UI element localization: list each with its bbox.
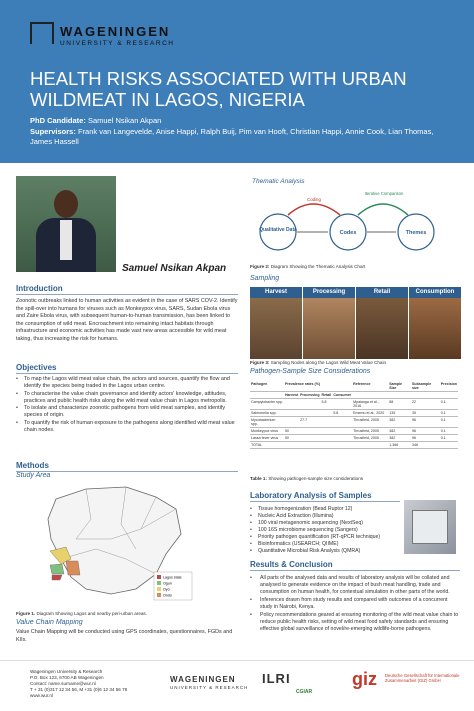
figure3-caption: Figure 3: Sampling Nodes along the Lagos Wild Meat Value Chain bbox=[250, 360, 387, 365]
logo-name: WAGENINGEN bbox=[60, 24, 171, 39]
person-name: Samuel Nsikan Akpan bbox=[122, 263, 227, 274]
cgiar-logo: CGIAR bbox=[296, 689, 313, 695]
objectives-list bbox=[16, 376, 238, 434]
poster-footer bbox=[0, 660, 474, 711]
contact-block: Wageningen University & Research P.O. Box 123, 6700 AB Wageningen Contact: name.surname@wur.nl T + 31 (0)317 12 34 56, M +31 (0)6 12 34 56 78 www.wur.nl bbox=[30, 669, 128, 698]
list-item: • To map the Lagos wild meat value chain, the actors and sources, quantify the flow and identify the species being traded in the Lagos urban centre. bbox=[16, 376, 238, 391]
ondo-region bbox=[66, 561, 80, 575]
list-item: • Inferences drawn from study results and compared with outcomes of a concurrent study in Nairobi, Kenya. bbox=[250, 597, 460, 611]
thematic-heading: Thematic Analysis bbox=[252, 178, 305, 185]
candidate-label: PhD Candidate: bbox=[30, 116, 86, 125]
list-item: • 100 viral metagenomic sequencing (NextSeq) bbox=[250, 520, 400, 527]
lab-equipment-image bbox=[404, 500, 456, 554]
methods-heading: Methods bbox=[16, 461, 49, 470]
divider bbox=[16, 373, 238, 374]
supervisors-line bbox=[30, 127, 450, 147]
wur-footer-sub: UNIVERSITY & RESEARCH bbox=[170, 685, 249, 690]
stage-consumption: Consumption bbox=[409, 287, 461, 359]
legend-lagos: Lagos state bbox=[163, 575, 182, 580]
list-item: • To characterise the value chain governance and identify actors' knowledge, attitudes, practices and public health risks along the wild meat value chain in Lagos metropolis. bbox=[16, 391, 238, 406]
wur-footer-logo: WAGENINGEN bbox=[170, 675, 236, 684]
table-row: Monkeypox virus 50 Thrusfield, 2005 382 96 0.1 bbox=[250, 428, 458, 435]
wur-logo-icon bbox=[30, 22, 54, 44]
legend-ondo: Ondo bbox=[163, 593, 172, 598]
table-row: Campylobacter spp. 5.8 Mpalanga et al., 2016 88 22 0.1 bbox=[250, 399, 458, 410]
legend-ogun: Ogun bbox=[163, 581, 172, 586]
ogun-region bbox=[50, 564, 64, 574]
arrow-label: Iterative Comparison bbox=[364, 191, 404, 196]
results-list bbox=[250, 575, 460, 634]
supervisors-names: Frank van Langevelde, Anise Happi, Ralph Buij, Pim van Hooft, Christian Happi, Annie Cook, Lian Thomas, James Hassell bbox=[30, 127, 434, 146]
candidate-line bbox=[30, 116, 161, 125]
node-label: Qualitative Data bbox=[259, 227, 297, 233]
table-row: Mycobacterium spp. 27.7 Thrusfield, 2005 382 96 0.1 bbox=[250, 417, 458, 428]
thematic-diagram bbox=[248, 175, 458, 263]
arrow-label: Coding bbox=[307, 197, 321, 202]
list-item: • Tissue homogenization (Bead Ruptor 12) bbox=[250, 506, 400, 513]
stage-processing: Processing bbox=[303, 287, 355, 359]
supervisors-label: Supervisors: bbox=[30, 127, 76, 136]
list-item: • Priority pathogen quantification (RT-qPCR technique) bbox=[250, 534, 400, 541]
nigeria-map bbox=[16, 479, 196, 604]
results-heading: Results & Conclusion bbox=[250, 560, 333, 569]
compare-arrow bbox=[358, 204, 408, 215]
intro-heading: Introduction bbox=[16, 284, 63, 293]
node-label: Themes bbox=[405, 230, 427, 236]
lab-heading: Laboratory Analysis of Samples bbox=[250, 491, 372, 500]
figure1-caption: Figure 1. Diagram Showing Lagos and nearby peri-urban areas. bbox=[16, 611, 148, 616]
list-item: • Quantitative Microbial Risk Analysis (QMRA) bbox=[250, 548, 400, 555]
list-item: • To quantify the risk of human exposure to the pathogens along identified wild meat value chain nodes. bbox=[16, 420, 238, 435]
intro-text: Zoonotic outbreaks linked to human activities as evident in the case of SARS COV-2. Identify the spill-over into humans for viruses such as Monkeypox virus, SARS, Sudan Ebola virus and Zaire Ebola virus, with subsequent human-to-human transmission, has been linked to the consumption of wild meat. Encroachment into remaining intact habitats through infrastructure and economic activities has made vast new areas accessible for wild meat taking, thus increasing the risk for humans. bbox=[16, 298, 238, 342]
lab-list bbox=[250, 506, 400, 555]
list-item: • Policy recommendations geared at ensuring monitoring of the wild meat value chain to reduce public health risks, setting of wild meat food safety standards and ensuring effective global surveillance of novel/re-emerging wildlife-borne pathogens. bbox=[250, 612, 460, 633]
table-row: Lassa fever virus 50 Thrusfield, 2005 382 96 0.1 bbox=[250, 435, 458, 442]
node-label: Codes bbox=[339, 230, 357, 236]
stage-harvest: Harvest bbox=[250, 287, 302, 359]
table-row: Salmonella spp. 5.8 Ememu et al., 2020 139 35 0.1 bbox=[250, 410, 458, 417]
pathogen-heading: Pathogen-Sample Size Considerations bbox=[250, 368, 371, 375]
legend-oyo: Oyo bbox=[163, 587, 170, 592]
divider bbox=[250, 501, 400, 502]
list-item: • All parts of the analysed data and results of laboratory analysis will be collated and analysed to generate evidence on the impact of bush meat handling, trade and consumption on human health, for contextual simulation in other parts of the world. bbox=[250, 575, 460, 596]
logo-subtitle: UNIVERSITY & RESEARCH bbox=[60, 40, 175, 47]
list-item: • Bioinformatics (USEARCH; QIIME) bbox=[250, 541, 400, 548]
list-item: • Nucleic Acid Extraction (Illumina) bbox=[250, 513, 400, 520]
poster-title: HEALTH RISKS ASSOCIATED WITH URBAN WILDMEAT IN LAGOS, NIGERIA bbox=[30, 68, 407, 110]
coding-arrow bbox=[288, 204, 340, 215]
pathogen-table: Pathogen Prevalence rates (%) Reference Sample Size Subsample size Precision Harvest Processing Retail Consumer Campylobacter spp. 5.8 Mpalanga et al., 2016 88 22 0.1 Salmonella spp. 5.8 Ememu et al., 2020 139 35 0.1 Mycobacterium spp. 27.7 Thrusfield, 2005 382 96 0.1 Monkeypox virus 50 Thrusfield, 2005 382 96 0.1 Lassa fever virus 50 Thrusfield, 2005 382 96 0.1 TOTAL 1,366 346 bbox=[251, 382, 457, 447]
list-item: • 100 16S microbiome sequencing (Sangers) bbox=[250, 527, 400, 534]
ilri-logo: ILRI bbox=[262, 671, 291, 686]
poster-header bbox=[0, 0, 474, 163]
sampling-heading: Sampling bbox=[250, 275, 280, 282]
table-row: TOTAL 1,366 346 bbox=[250, 442, 458, 449]
study-area-heading: Study Area bbox=[16, 472, 51, 479]
candidate-name: Samuel Nsikan Akpan bbox=[87, 116, 162, 125]
list-item: • To isolate and characterize zoonotic pathogens from wild meat samples, and identify species of origin. bbox=[16, 405, 238, 420]
table1-caption: Table 1: Showing pathogen-sample size considerations bbox=[250, 476, 364, 481]
giz-logo: giz bbox=[352, 669, 377, 689]
objectives-heading: Objectives bbox=[16, 363, 57, 372]
figure2-caption: Figure 2: Diagram Showing the Thematic Analysis Chart bbox=[250, 264, 366, 269]
divider bbox=[16, 294, 238, 295]
divider bbox=[250, 570, 460, 571]
stage-retail: Retail bbox=[356, 287, 408, 359]
value-chain-text: Value Chain Mapping will be conducted using GPS coordinates, questionnaires, FGDs and KIIs. bbox=[16, 629, 233, 643]
value-chain-heading: Value Chain Mapping bbox=[16, 619, 83, 626]
giz-name: Deutsche Gesellschaft für Internationale Zusammenarbeit (GIZ) GmbH bbox=[385, 673, 460, 683]
lagos-region bbox=[52, 575, 62, 580]
candidate-photo bbox=[16, 176, 116, 272]
